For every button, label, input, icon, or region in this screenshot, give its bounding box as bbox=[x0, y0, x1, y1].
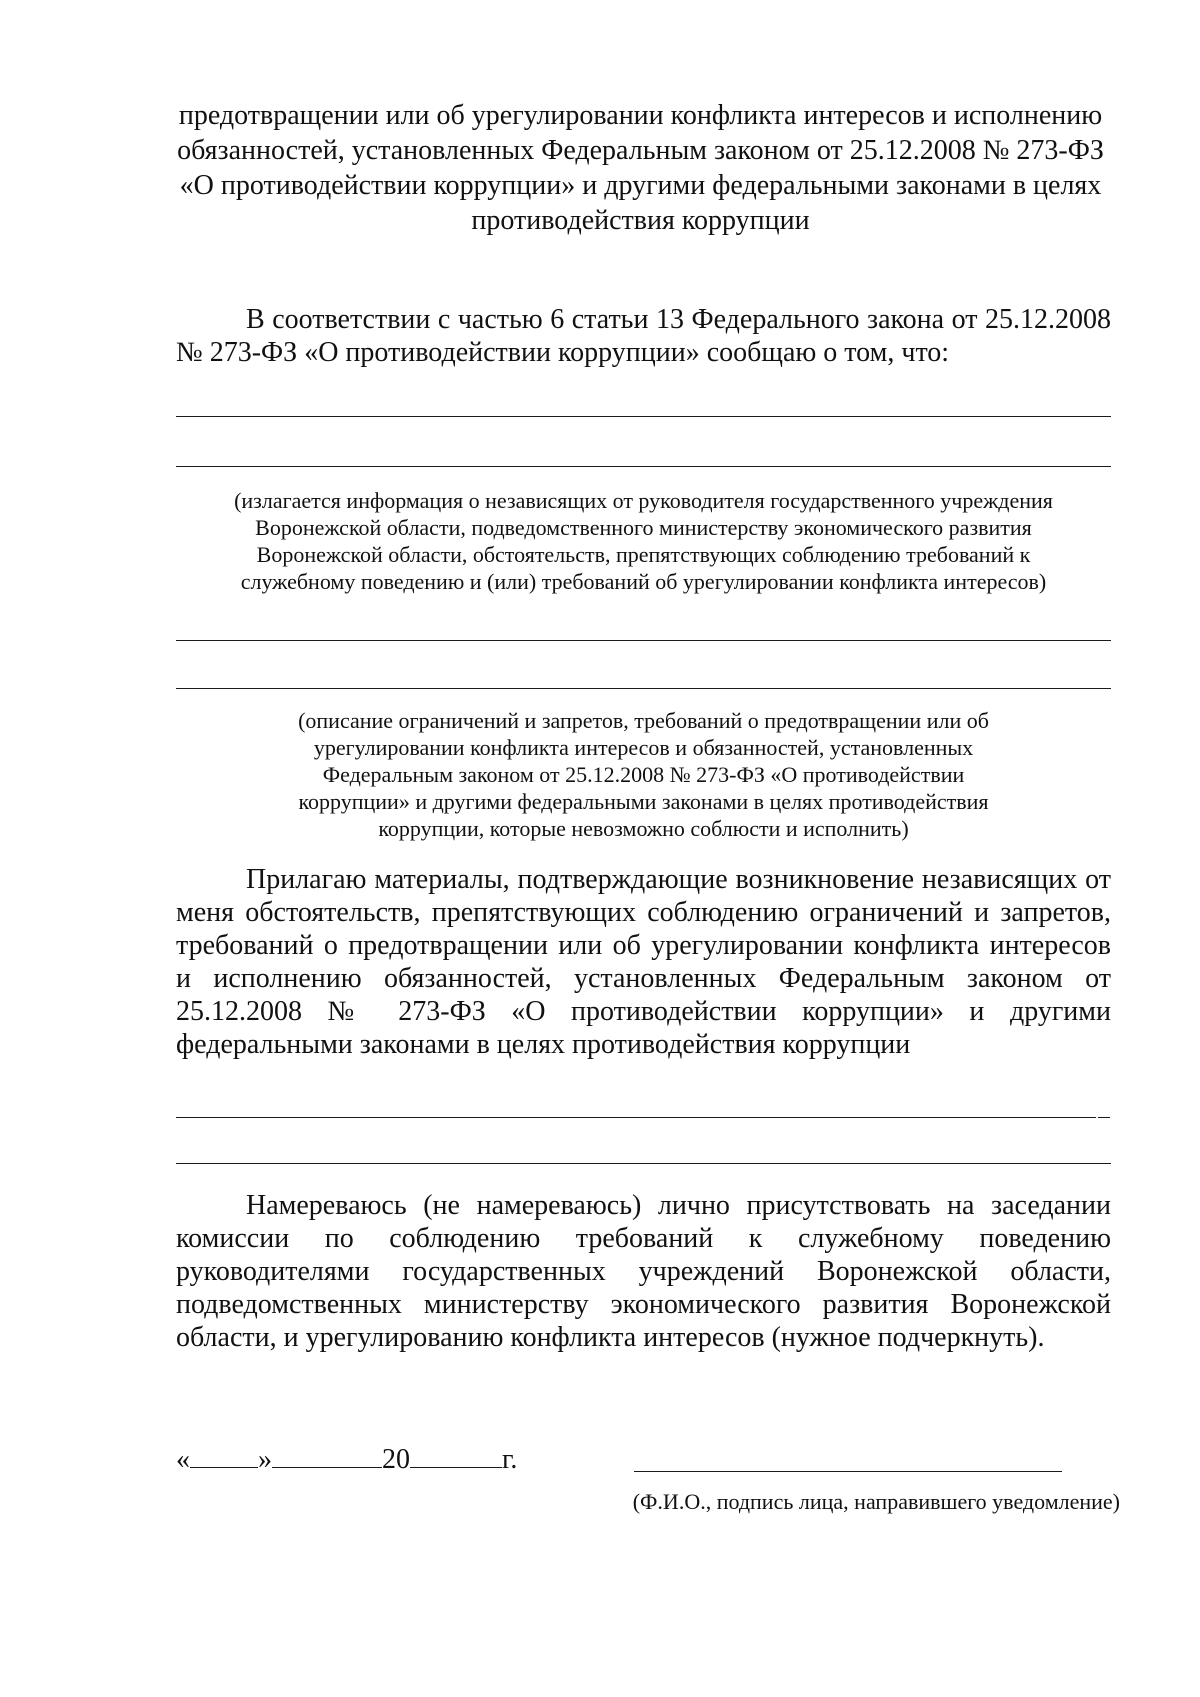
caption-line: урегулировании конфликта интересов и обязанностей, установленных bbox=[313, 735, 974, 760]
fill-in-line-3[interactable] bbox=[176, 640, 1111, 641]
attach-line: федеральными законами в целях противодействия коррупции bbox=[176, 1029, 911, 1060]
caption-line: Федеральным законом от 25.12.2008 № 273-ФЗ «О противодействии bbox=[322, 762, 965, 787]
date-row bbox=[176, 1443, 517, 1477]
caption-line: (излагается информация о независящих от руководителя государственного учреждения bbox=[234, 488, 1053, 513]
heading-line: обязанностей, установленных Федеральным законом от 25.12.2008 № 273-ФЗ bbox=[177, 135, 1104, 166]
attach-line: требований о предотвращении или об урегулировании конфликта интересов bbox=[176, 930, 1111, 961]
attach-line: Прилагаю материалы, подтверждающие возникновение независящих от bbox=[246, 864, 1111, 895]
fill-in-line-1[interactable] bbox=[176, 416, 1111, 417]
intend-line: руководителями государственных учреждений Воронежской области, bbox=[176, 1256, 1111, 1287]
line-tail-mark bbox=[1098, 1117, 1110, 1118]
caption-line: служебному поведению и (или) требований об урегулировании конфликта интересов) bbox=[240, 569, 1047, 594]
date-open-quote: « bbox=[176, 1444, 190, 1475]
year-field[interactable] bbox=[410, 1445, 502, 1468]
caption-line: коррупции» и другими федеральными законами в целях противодействия bbox=[298, 789, 989, 814]
heading-line: предотвращении или об урегулировании конфликта интересов и исполнению bbox=[178, 100, 1103, 131]
fill-in-line-6[interactable] bbox=[176, 1163, 1111, 1164]
caption-line: Воронежской области, подведомственного министерству экономического развития bbox=[255, 515, 1032, 540]
date-close-quote: » bbox=[258, 1444, 272, 1475]
intro-line: № 273-ФЗ «О противодействии коррупции» сообщаю о том, что: bbox=[176, 337, 950, 368]
attach-line: и исполнению обязанностей, установленных Федеральным законом от bbox=[176, 963, 1111, 994]
day-field[interactable] bbox=[190, 1445, 258, 1468]
intend-line: Намереваюсь (не намереваюсь) лично присутствовать на заседании bbox=[246, 1190, 1111, 1221]
attendance-paragraph bbox=[176, 1189, 1111, 1354]
caption-line: коррупции, которые невозможно соблюсти и исполнить) bbox=[378, 816, 909, 841]
caption-line: Воронежской области, обстоятельств, препятствующих соблюдению требований к bbox=[256, 542, 1031, 567]
heading-line: «О противодействии коррупции» и другими федеральными законами в целях bbox=[179, 170, 1102, 201]
signature-caption: (Ф.И.О., подпись лица, направившего уведомление) bbox=[632, 1489, 1120, 1514]
intro-line: В соответствии с частью 6 статьи 13 Федерального закона от 25.12.2008 bbox=[246, 304, 1111, 335]
month-field[interactable] bbox=[272, 1445, 382, 1468]
intend-line: области, и урегулированию конфликта интересов (нужное подчеркнуть). bbox=[176, 1322, 1045, 1353]
attachments-paragraph bbox=[176, 863, 1111, 1061]
restrictions-caption bbox=[176, 707, 1111, 842]
intend-line: подведомственных министерству экономического развития Воронежской bbox=[176, 1289, 1111, 1320]
heading-line: противодействия коррупции bbox=[471, 205, 810, 236]
year-suffix: г. bbox=[502, 1444, 518, 1475]
circumstances-caption bbox=[176, 487, 1111, 595]
attach-line: 25.12.2008 № 273-ФЗ «О противодействии коррупции» и другими bbox=[176, 996, 1111, 1027]
intend-line: комиссии по соблюдению требований к служебному поведению bbox=[176, 1223, 1111, 1254]
intro-paragraph bbox=[176, 303, 1111, 369]
year-prefix: 20 bbox=[382, 1444, 410, 1475]
fill-in-line-2[interactable] bbox=[176, 466, 1111, 467]
fill-in-line-5[interactable] bbox=[176, 1117, 1096, 1118]
signature-field[interactable] bbox=[634, 1471, 1062, 1472]
fill-in-line-4[interactable] bbox=[176, 688, 1111, 689]
document-heading bbox=[168, 98, 1113, 238]
caption-line: (описание ограничений и запретов, требований о предотвращении или об bbox=[298, 708, 989, 733]
attach-line: меня обстоятельств, препятствующих соблюдению ограничений и запретов, bbox=[176, 897, 1111, 928]
